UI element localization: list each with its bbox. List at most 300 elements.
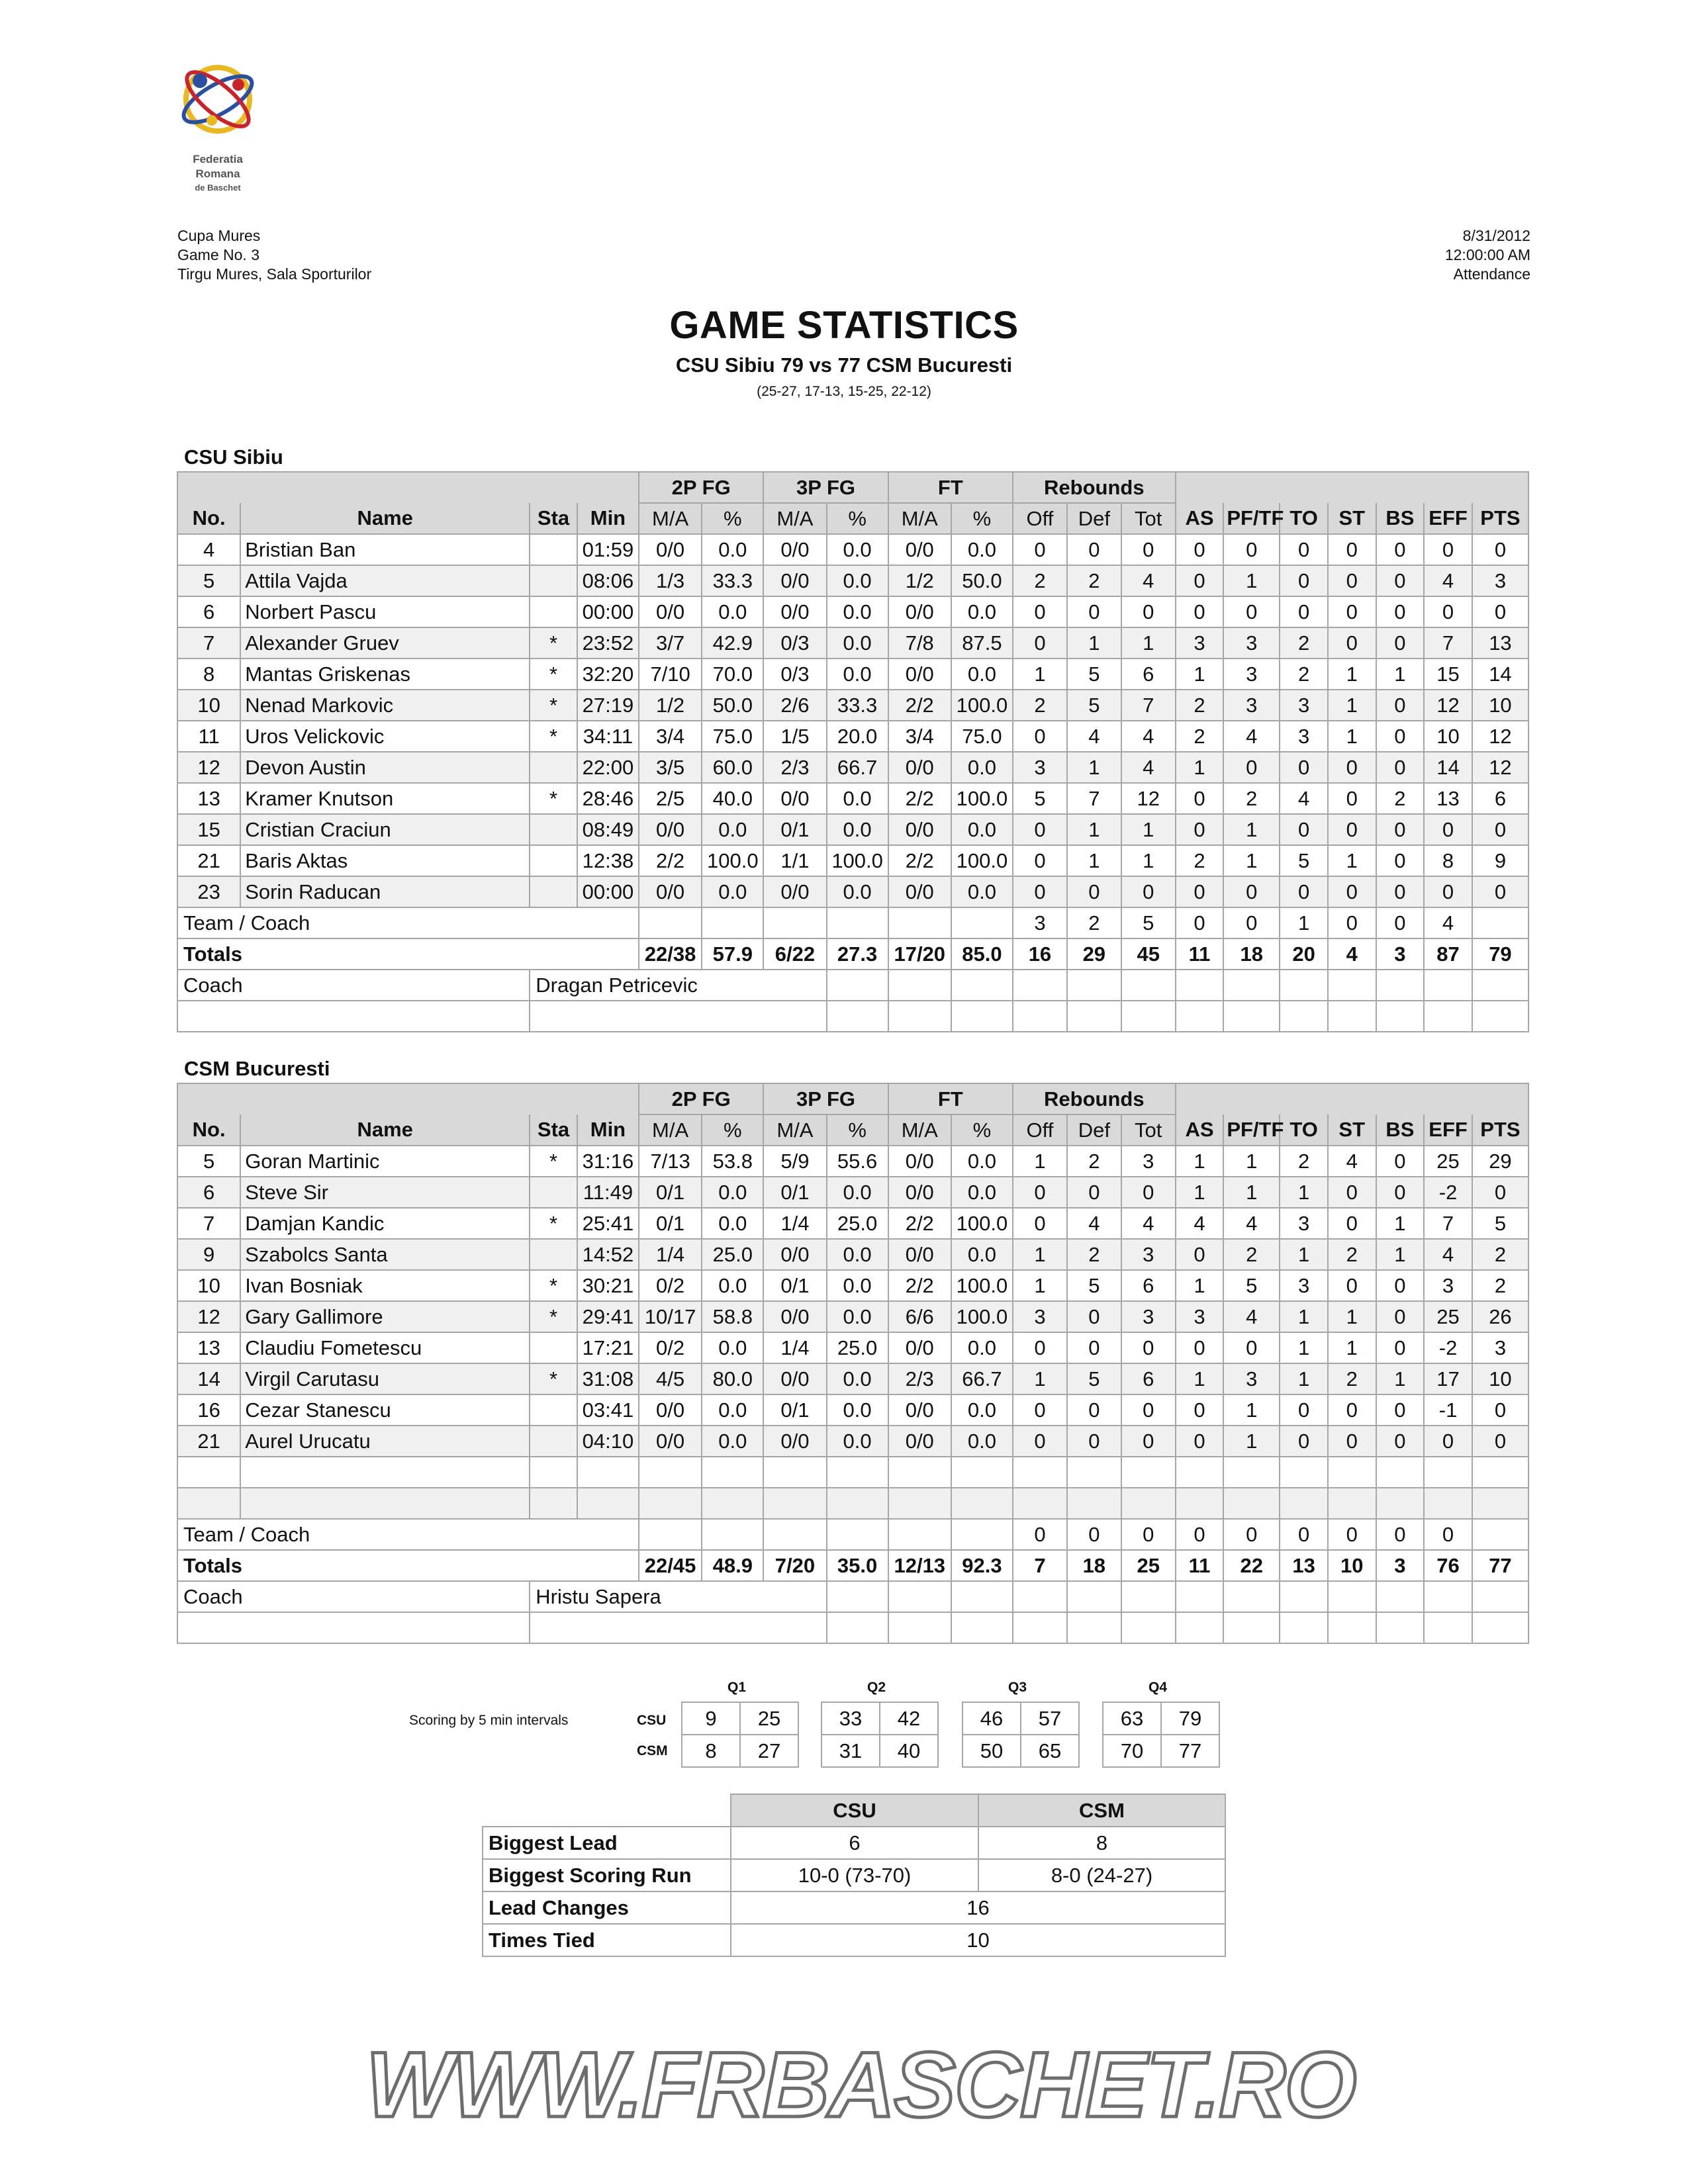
- empty-cell: [1472, 1612, 1528, 1643]
- team-title-csm: CSM Bucuresti: [184, 1057, 330, 1080]
- stat-ft: [888, 1488, 951, 1519]
- stat-p3p: 25.0: [827, 1208, 888, 1239]
- coach-row: [177, 970, 1528, 1001]
- stat-off: 1: [1013, 659, 1067, 690]
- stat-tot: 0: [1121, 876, 1176, 907]
- interval-score: 46: [962, 1702, 1021, 1735]
- coach-empty: [1176, 970, 1224, 1001]
- stat-p2: 1/4: [639, 1239, 702, 1270]
- stat-bs: 0: [1376, 814, 1425, 845]
- player-number: 5: [177, 565, 240, 596]
- player-name: Baris Aktas: [240, 845, 530, 876]
- stat-def: 0: [1067, 1426, 1121, 1457]
- col-header-ma: M/A: [888, 1115, 951, 1146]
- stat-p3p: 0.0: [827, 1394, 888, 1426]
- totals-off: 16: [1013, 938, 1067, 970]
- stat-pf: 2: [1223, 783, 1280, 814]
- col-header-pct: %: [951, 1115, 1013, 1146]
- stat-p2: [639, 1488, 702, 1519]
- stat-st: 0: [1328, 752, 1376, 783]
- player-row: [177, 876, 1528, 907]
- starter-mark: [530, 534, 577, 565]
- player-name: Ivan Bosniak: [240, 1270, 530, 1301]
- stat-tot: 1: [1121, 845, 1176, 876]
- coach-empty: [1472, 970, 1528, 1001]
- stat-p3p: 0.0: [827, 783, 888, 814]
- player-number: 15: [177, 814, 240, 845]
- stat-p3: [763, 1488, 826, 1519]
- team-coach-eff: 4: [1424, 907, 1472, 938]
- stat-off: [1013, 1457, 1067, 1488]
- team-coach-pf: 0: [1223, 907, 1280, 938]
- player-row: [177, 1208, 1528, 1239]
- stat-def: 5: [1067, 690, 1121, 721]
- stat-eff: 25: [1424, 1146, 1472, 1177]
- stat-def: 2: [1067, 1146, 1121, 1177]
- player-row: [177, 1426, 1528, 1457]
- stat-p3: 1/4: [763, 1208, 826, 1239]
- col-header-as: AS: [1176, 503, 1224, 534]
- starter-mark: [530, 752, 577, 783]
- stat-def: 7: [1067, 783, 1121, 814]
- totals-as: 11: [1176, 1550, 1224, 1581]
- stat-def: 0: [1067, 1394, 1121, 1426]
- header-3p-fg: 3P FG: [763, 1083, 888, 1115]
- coach-row: [177, 1581, 1528, 1612]
- player-number: 13: [177, 783, 240, 814]
- stat-as: 2: [1176, 690, 1224, 721]
- starter-mark: *: [530, 783, 577, 814]
- coach-empty: [1176, 1581, 1224, 1612]
- totals-p3: 6/22: [763, 938, 826, 970]
- stat-p2: 10/17: [639, 1301, 702, 1332]
- player-row: [177, 752, 1528, 783]
- player-row: [177, 1146, 1528, 1177]
- stat-tot: 0: [1121, 596, 1176, 627]
- stat-ftp: [951, 1488, 1013, 1519]
- stat-p3p: 0.0: [827, 876, 888, 907]
- attendance: Attendance: [1453, 265, 1530, 283]
- coach-name: Hristu Sapera: [530, 1581, 826, 1612]
- stat-p3p: 55.6: [827, 1146, 888, 1177]
- stat-as: 0: [1176, 783, 1224, 814]
- stat-p3: 0/0: [763, 1301, 826, 1332]
- stat-tot: [1121, 1457, 1176, 1488]
- stat-pts: 5: [1472, 1208, 1528, 1239]
- stat-off: 0: [1013, 1177, 1067, 1208]
- player-row: [177, 1457, 1528, 1488]
- stat-pf: 1: [1223, 814, 1280, 845]
- player-row: [177, 1488, 1528, 1519]
- stat-ftp: 0.0: [951, 659, 1013, 690]
- empty-cell: [1376, 1001, 1425, 1032]
- team-coach-empty: [1472, 1519, 1528, 1550]
- stat-p3: 0/0: [763, 783, 826, 814]
- stat-bs: 0: [1376, 596, 1425, 627]
- stat-bs: 0: [1376, 1146, 1425, 1177]
- col-header-def: Def: [1067, 503, 1121, 534]
- stat-eff: 7: [1424, 1208, 1472, 1239]
- game-meta-right: [1445, 226, 1530, 284]
- col-header-eff: EFF: [1424, 503, 1472, 534]
- stat-p3p: 66.7: [827, 752, 888, 783]
- stat-bs: 0: [1376, 627, 1425, 659]
- stat-ft: 2/2: [888, 690, 951, 721]
- empty-cell: [177, 1612, 530, 1643]
- totals-p3p: 27.3: [827, 938, 888, 970]
- quarter-header-2: Q2: [867, 1680, 886, 1695]
- player-number: [177, 1457, 240, 1488]
- empty-cell: [1176, 1001, 1224, 1032]
- stat-off: 3: [1013, 752, 1067, 783]
- col-header-off: Off: [1013, 503, 1067, 534]
- stat-to: 1: [1280, 1177, 1328, 1208]
- coach-label: Coach: [177, 1581, 530, 1612]
- stat-as: 0: [1176, 596, 1224, 627]
- stat-ft: 0/0: [888, 1146, 951, 1177]
- stat-pf: 0: [1223, 534, 1280, 565]
- coach-empty: [827, 1581, 888, 1612]
- stat-p2: 1/3: [639, 565, 702, 596]
- stat-p3p: [827, 1488, 888, 1519]
- stat-pts: 9: [1472, 845, 1528, 876]
- player-number: 9: [177, 1239, 240, 1270]
- stat-pts: 0: [1472, 596, 1528, 627]
- totals-p3: 7/20: [763, 1550, 826, 1581]
- player-number: 12: [177, 1301, 240, 1332]
- biggest-run-csu: 10-0 (73-70): [731, 1859, 978, 1891]
- game-number: Game No. 3: [177, 246, 259, 263]
- empty-cell: [1176, 1612, 1224, 1643]
- interval-score: 31: [821, 1735, 880, 1767]
- stat-p2: 3/5: [639, 752, 702, 783]
- stat-tot: 0: [1121, 534, 1176, 565]
- stat-off: 0: [1013, 876, 1067, 907]
- player-number: 21: [177, 1426, 240, 1457]
- team-coach-tot: 5: [1121, 907, 1176, 938]
- stat-st: 0: [1328, 1208, 1376, 1239]
- stat-off: 1: [1013, 1363, 1067, 1394]
- player-row: [177, 1363, 1528, 1394]
- stat-ft: 0/0: [888, 1426, 951, 1457]
- stat-pf: 3: [1223, 627, 1280, 659]
- stat-ftp: 100.0: [951, 783, 1013, 814]
- stat-p2: 1/2: [639, 690, 702, 721]
- stat-as: 0: [1176, 814, 1224, 845]
- stat-eff: 0: [1424, 596, 1472, 627]
- stat-to: 3: [1280, 1270, 1328, 1301]
- stat-off: 2: [1013, 690, 1067, 721]
- game-date: 8/31/2012: [1462, 227, 1530, 244]
- player-row: [177, 721, 1528, 752]
- empty-cell: [1223, 1612, 1280, 1643]
- stat-p3p: 100.0: [827, 845, 888, 876]
- starter-mark: *: [530, 1363, 577, 1394]
- interval-row-csu: [1103, 1702, 1219, 1735]
- team-coach-empty: [951, 907, 1013, 938]
- totals-ftp: 92.3: [951, 1550, 1013, 1581]
- minutes: 22:00: [577, 752, 639, 783]
- stat-to: 3: [1280, 721, 1328, 752]
- stat-as: 0: [1176, 876, 1224, 907]
- coach-empty: [1067, 970, 1121, 1001]
- empty-cell: [951, 1001, 1013, 1032]
- totals-pts: 77: [1472, 1550, 1528, 1581]
- starter-mark: [530, 565, 577, 596]
- player-number: 12: [177, 752, 240, 783]
- interval-score: 77: [1161, 1735, 1219, 1767]
- stat-def: 0: [1067, 534, 1121, 565]
- stat-p3: 0/0: [763, 565, 826, 596]
- empty-cell: [1013, 1612, 1067, 1643]
- interval-score: 57: [1021, 1702, 1079, 1735]
- stat-pts: 2: [1472, 1239, 1528, 1270]
- stat-tot: 0: [1121, 1177, 1176, 1208]
- stat-p2: 0/0: [639, 596, 702, 627]
- times-tied-label: Times Tied: [483, 1924, 731, 1956]
- stat-ftp: 66.7: [951, 1363, 1013, 1394]
- col-header-pf: PF/TF: [1223, 1115, 1280, 1146]
- empty-cell: [827, 1001, 888, 1032]
- col-header-name: Name: [240, 1115, 530, 1146]
- stat-ft: 0/0: [888, 1332, 951, 1363]
- summary-header-csm: CSM: [978, 1794, 1225, 1827]
- stat-ft: 7/8: [888, 627, 951, 659]
- stat-to: 1: [1280, 1301, 1328, 1332]
- stat-ftp: 0.0: [951, 596, 1013, 627]
- stat-st: 2: [1328, 1363, 1376, 1394]
- starter-mark: [530, 876, 577, 907]
- totals-p3p: 35.0: [827, 1550, 888, 1581]
- stat-eff: 0: [1424, 876, 1472, 907]
- stat-p2p: 70.0: [702, 659, 763, 690]
- website-watermark: [365, 2032, 1356, 2138]
- stat-eff: 0: [1424, 534, 1472, 565]
- stat-pf: 1: [1223, 1394, 1280, 1426]
- stat-def: 1: [1067, 814, 1121, 845]
- stat-p3: 0/0: [763, 876, 826, 907]
- player-row: [177, 690, 1528, 721]
- col-header-as: AS: [1176, 1115, 1224, 1146]
- col-header-pts: PTS: [1472, 503, 1528, 534]
- stat-bs: 0: [1376, 1301, 1425, 1332]
- stat-p2p: 75.0: [702, 721, 763, 752]
- stat-pts: 6: [1472, 783, 1528, 814]
- stat-tot: 6: [1121, 659, 1176, 690]
- stat-p3: 0/1: [763, 1394, 826, 1426]
- stat-p2p: 0.0: [702, 814, 763, 845]
- totals-pf: 18: [1223, 938, 1280, 970]
- stat-ft: 0/0: [888, 814, 951, 845]
- starter-mark: [530, 1488, 577, 1519]
- stat-p2p: 0.0: [702, 596, 763, 627]
- stat-st: 0: [1328, 1177, 1376, 1208]
- col-header-to: TO: [1280, 503, 1328, 534]
- empty-row: [177, 1001, 1528, 1032]
- interval-score: 79: [1161, 1702, 1219, 1735]
- interval-score: 65: [1021, 1735, 1079, 1767]
- stat-p2: 0/2: [639, 1270, 702, 1301]
- stat-as: 0: [1176, 1332, 1224, 1363]
- stat-off: 3: [1013, 1301, 1067, 1332]
- player-row: [177, 814, 1528, 845]
- minutes: 31:16: [577, 1146, 639, 1177]
- starter-mark: [530, 845, 577, 876]
- starter-mark: [530, 1457, 577, 1488]
- stat-tot: 3: [1121, 1146, 1176, 1177]
- coach-empty: [1013, 1581, 1067, 1612]
- minutes: 23:52: [577, 627, 639, 659]
- team-coach-empty: [1472, 907, 1528, 938]
- stat-bs: 1: [1376, 659, 1425, 690]
- stat-st: 1: [1328, 1301, 1376, 1332]
- stat-bs: 1: [1376, 1239, 1425, 1270]
- stat-bs: 0: [1376, 690, 1425, 721]
- stat-p2: 2/2: [639, 845, 702, 876]
- stat-ft: 3/4: [888, 721, 951, 752]
- header-row-columns: [177, 503, 1528, 534]
- stat-def: 0: [1067, 596, 1121, 627]
- interval-row-csm: [1103, 1735, 1219, 1767]
- totals-tot: 25: [1121, 1550, 1176, 1581]
- stat-ft: 2/2: [888, 783, 951, 814]
- stat-pf: 3: [1223, 1363, 1280, 1394]
- quarter-block-4: [1102, 1702, 1220, 1768]
- player-name: Nenad Markovic: [240, 690, 530, 721]
- stat-p2p: 0.0: [702, 1177, 763, 1208]
- stat-pf: 4: [1223, 1208, 1280, 1239]
- empty-cell: [1328, 1612, 1376, 1643]
- stat-to: 3: [1280, 1208, 1328, 1239]
- player-row: [177, 1270, 1528, 1301]
- stat-ftp: 100.0: [951, 690, 1013, 721]
- stat-ft: 0/0: [888, 596, 951, 627]
- totals-as: 11: [1176, 938, 1224, 970]
- stat-p2: 3/7: [639, 627, 702, 659]
- player-name: Gary Gallimore: [240, 1301, 530, 1332]
- stat-bs: 2: [1376, 783, 1425, 814]
- coach-empty: [1376, 1581, 1425, 1612]
- stat-p2p: [702, 1488, 763, 1519]
- stat-tot: 7: [1121, 690, 1176, 721]
- stat-eff: [1424, 1457, 1472, 1488]
- logo-text-3: de Baschet: [195, 183, 241, 193]
- lead-changes-label: Lead Changes: [483, 1891, 731, 1924]
- stat-eff: -2: [1424, 1332, 1472, 1363]
- stat-as: 2: [1176, 721, 1224, 752]
- coach-empty: [1424, 970, 1472, 1001]
- stat-to: 0: [1280, 1426, 1328, 1457]
- stat-to: 5: [1280, 845, 1328, 876]
- stat-p3: 1/5: [763, 721, 826, 752]
- empty-cell: [1067, 1001, 1121, 1032]
- stat-bs: 0: [1376, 1394, 1425, 1426]
- player-row: [177, 845, 1528, 876]
- stat-pf: 1: [1223, 565, 1280, 596]
- team-coach-empty: [763, 1519, 826, 1550]
- empty-cell: [888, 1001, 951, 1032]
- minutes: 11:49: [577, 1177, 639, 1208]
- col-header-pct: %: [827, 503, 888, 534]
- stat-st: 0: [1328, 565, 1376, 596]
- interval-score: 40: [880, 1735, 938, 1767]
- stat-to: 1: [1280, 1332, 1328, 1363]
- interval-score: 42: [880, 1702, 938, 1735]
- starter-mark: *: [530, 1208, 577, 1239]
- totals-pf: 22: [1223, 1550, 1280, 1581]
- stat-as: 2: [1176, 845, 1224, 876]
- empty-cell: [530, 1001, 826, 1032]
- empty-cell: [827, 1612, 888, 1643]
- stat-p3p: 0.0: [827, 814, 888, 845]
- stat-def: 0: [1067, 1301, 1121, 1332]
- stat-pts: 12: [1472, 721, 1528, 752]
- stat-ft: 0/0: [888, 876, 951, 907]
- stat-to: 2: [1280, 1146, 1328, 1177]
- stat-p2p: 0.0: [702, 876, 763, 907]
- stat-to: [1280, 1488, 1328, 1519]
- logo-text-1: Federatia: [193, 153, 243, 165]
- player-row: [177, 1394, 1528, 1426]
- interval-row-csm: [821, 1735, 938, 1767]
- empty-cell: [177, 1001, 530, 1032]
- player-row: [177, 1239, 1528, 1270]
- competition: Cupa Mures: [177, 227, 261, 244]
- col-header-sta: Sta: [530, 503, 577, 534]
- stat-to: 0: [1280, 752, 1328, 783]
- stat-eff: 0: [1424, 1426, 1472, 1457]
- player-number: 16: [177, 1394, 240, 1426]
- stat-pf: 1: [1223, 1146, 1280, 1177]
- stat-ftp: [951, 1457, 1013, 1488]
- interval-row-csu: [682, 1702, 798, 1735]
- starter-mark: *: [530, 1301, 577, 1332]
- team-coach-empty: [951, 1519, 1013, 1550]
- stat-p3p: 0.0: [827, 1426, 888, 1457]
- stat-ftp: 0.0: [951, 814, 1013, 845]
- minutes: [577, 1488, 639, 1519]
- starter-mark: [530, 596, 577, 627]
- stat-ft: 0/0: [888, 1177, 951, 1208]
- team-coach-empty: [702, 907, 763, 938]
- col-header-eff: EFF: [1424, 1115, 1472, 1146]
- totals-p2: 22/45: [639, 1550, 702, 1581]
- empty-cell: [1067, 1612, 1121, 1643]
- stat-def: 0: [1067, 876, 1121, 907]
- coach-empty: [1013, 970, 1067, 1001]
- team-coach-empty: [888, 907, 951, 938]
- stat-p3p: 0.0: [827, 1239, 888, 1270]
- stat-p3: 1/1: [763, 845, 826, 876]
- stat-pf: 1: [1223, 845, 1280, 876]
- team-coach-empty: [827, 907, 888, 938]
- player-name: Claudiu Fometescu: [240, 1332, 530, 1363]
- player-row: [177, 1177, 1528, 1208]
- stat-to: 0: [1280, 534, 1328, 565]
- scoring-intervals-label: Scoring by 5 min intervals: [409, 1713, 569, 1728]
- stat-to: 3: [1280, 690, 1328, 721]
- stat-bs: 0: [1376, 565, 1425, 596]
- stat-pf: 5: [1223, 1270, 1280, 1301]
- stat-ft: 1/2: [888, 565, 951, 596]
- player-number: 7: [177, 627, 240, 659]
- totals-st: 10: [1328, 1550, 1376, 1581]
- summary-header-csu: CSU: [731, 1794, 978, 1827]
- stat-def: 0: [1067, 1177, 1121, 1208]
- player-name: Szabolcs Santa: [240, 1239, 530, 1270]
- score-line: CSU Sibiu 79 vs 77 CSM Bucuresti: [675, 353, 1013, 377]
- team-coach-as: 0: [1176, 1519, 1224, 1550]
